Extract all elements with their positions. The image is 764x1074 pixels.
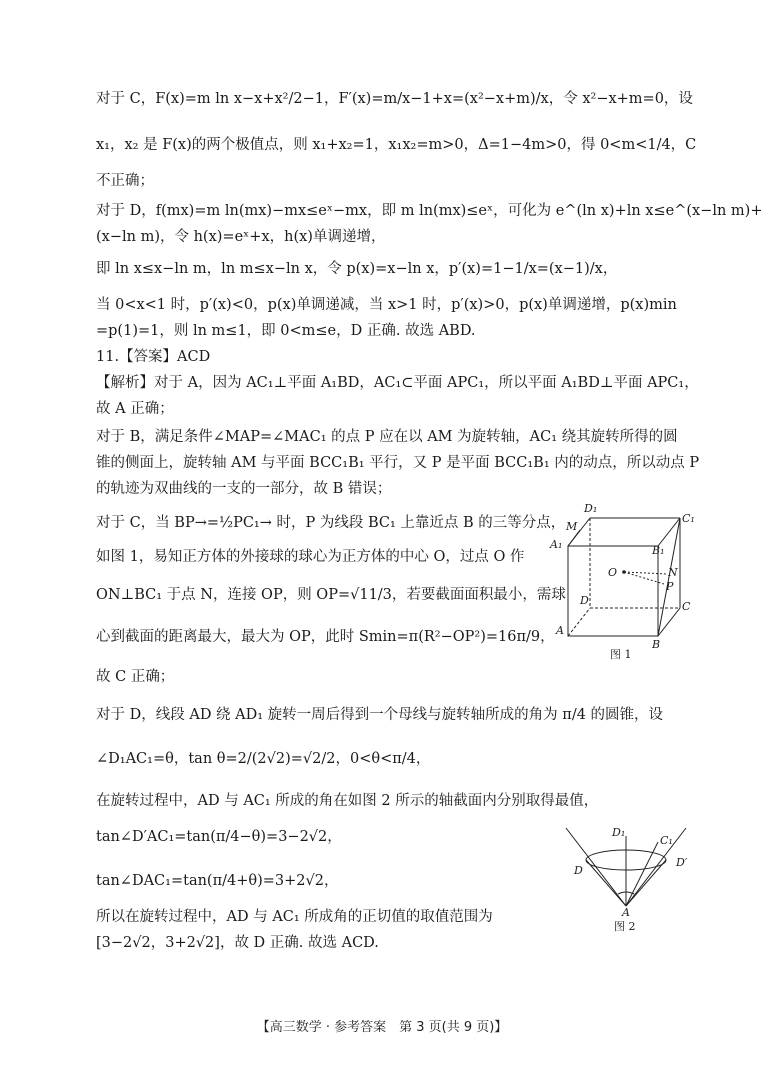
text-line: [3−2√2，3+2√2]，故 D 正确. 故选 ACD. <box>96 935 379 951</box>
label-B1: B₁ <box>652 544 665 557</box>
text-line: 【解析】对于 A，因为 AC₁⊥平面 A₁BD，AC₁⊂平面 APC₁，所以平面 A₁BD⊥平面 APC₁， <box>96 375 699 391</box>
label-C1: C₁ <box>660 834 673 847</box>
text-line: 故 C 正确； <box>96 669 175 685</box>
text-line: 的轨迹为双曲线的一支的一部分，故 B 错误； <box>96 481 392 497</box>
text-line: 锥的侧面上，旋转轴 AM 与平面 BCC₁B₁ 平行，又 P 是平面 BCC₁B₁ 内的动点，所以动点 P <box>96 455 700 471</box>
label-D: D <box>580 594 589 607</box>
label-C1: C₁ <box>682 512 695 525</box>
text-line: 对于 D，f(mx)=m ln(mx)−mx≤eˣ−mx，即 m ln(mx)≤eˣ，可化为 e^(ln x)+ln x≤e^(x−ln m)+ <box>96 203 763 219</box>
text-line: 当 0<x<1 时，p′(x)<0，p(x)单调递减，当 x>1 时，p′(x)>0，p(x)单调递增，p(x)min <box>96 297 677 313</box>
label-A: A <box>622 906 630 918</box>
label-C: C <box>682 600 691 613</box>
text-line: 对于 D，线段 AD 绕 AD₁ 旋转一周后得到一个母线与旋转轴所成的角为 π/4 的圆锥，设 <box>96 707 664 723</box>
label-A1: A₁ <box>550 538 563 551</box>
figure-2-cone <box>560 818 730 918</box>
answer-heading: 11.【答案】ACD <box>96 349 211 365</box>
label-M: M <box>566 520 578 533</box>
text-line: 对于 C，F(x)=m ln x−x+x²/2−1，F′(x)=m/x−1+x=(x²−x+m)/x，令 x²−x+m=0，设 <box>96 91 693 107</box>
label-N: N <box>668 566 678 579</box>
text-line: (x−ln m)，令 h(x)=eˣ+x，h(x)单调递增， <box>96 229 386 245</box>
label-A: A <box>556 624 564 637</box>
text-line: 如图 1，易知正方体的外接球的球心为正方体的中心 O，过点 O 作 <box>96 549 525 565</box>
label-P: P <box>666 580 674 593</box>
text-line: 故 A 正确； <box>96 401 174 417</box>
figure-1-caption: 图 1 <box>610 648 632 661</box>
label-O: O <box>608 566 618 579</box>
text-line: tan∠D′AC₁=tan(π/4−θ)=3−2√2， <box>96 829 342 845</box>
text-line: tan∠DAC₁=tan(π/4+θ)=3+2√2， <box>96 873 339 889</box>
text-line: =p(1)=1，则 ln m≤1，即 0<m≤e，D 正确. 故选 ABD. <box>96 323 476 339</box>
label-B: B <box>652 638 661 650</box>
label-D: D <box>574 864 583 877</box>
text-line: 心到截面的距离最大，最大为 OP，此时 Smin=π(R²−OP²)=16π/9， <box>96 629 555 645</box>
label-D1: D₁ <box>584 502 598 515</box>
text-line: 所以在旋转过程中，AD 与 AC₁ 所成角的正切值的取值范围为 <box>96 909 493 925</box>
label-Dprime: D′ <box>676 856 688 869</box>
label-D1: D₁ <box>612 826 626 839</box>
text-line: x₁，x₂ 是 F(x)的两个极值点，则 x₁+x₂=1，x₁x₂=m>0，Δ=1−4m>0，得 0<m<1/4，C <box>96 137 697 153</box>
text-line: ON⊥BC₁ 于点 N，连接 OP，则 OP=√11/3，若要截面面积最小，需球 <box>96 587 566 603</box>
text-line: 对于 B，满足条件∠MAP=∠MAC₁ 的点 P 应在以 AM 为旋转轴，AC₁ 绕其旋转所得的圆 <box>96 429 678 445</box>
text-line: 不正确； <box>96 173 154 189</box>
figure-1-cube <box>548 500 708 650</box>
figure-2-caption: 图 2 <box>614 920 636 933</box>
text-line: 在旋转过程中，AD 与 AC₁ 所成的角在如图 2 所示的轴截面内分别取得最值， <box>96 793 599 809</box>
text-line: ∠D₁AC₁=θ，tan θ=2/(2√2)=√2/2，0<θ<π/4， <box>96 751 431 767</box>
text-line: 对于 C，当 BP→=½PC₁→ 时，P 为线段 BC₁ 上靠近点 B 的三等分点， <box>96 515 566 531</box>
text-line: 即 ln x≤x−ln m，ln m≤x−ln x，令 p(x)=x−ln x，p′(x)=1−1/x=(x−1)/x， <box>96 261 618 277</box>
page-footer: 【高三数学 · 参考答案 第 3 页(共 9 页)】 <box>256 1020 508 1035</box>
